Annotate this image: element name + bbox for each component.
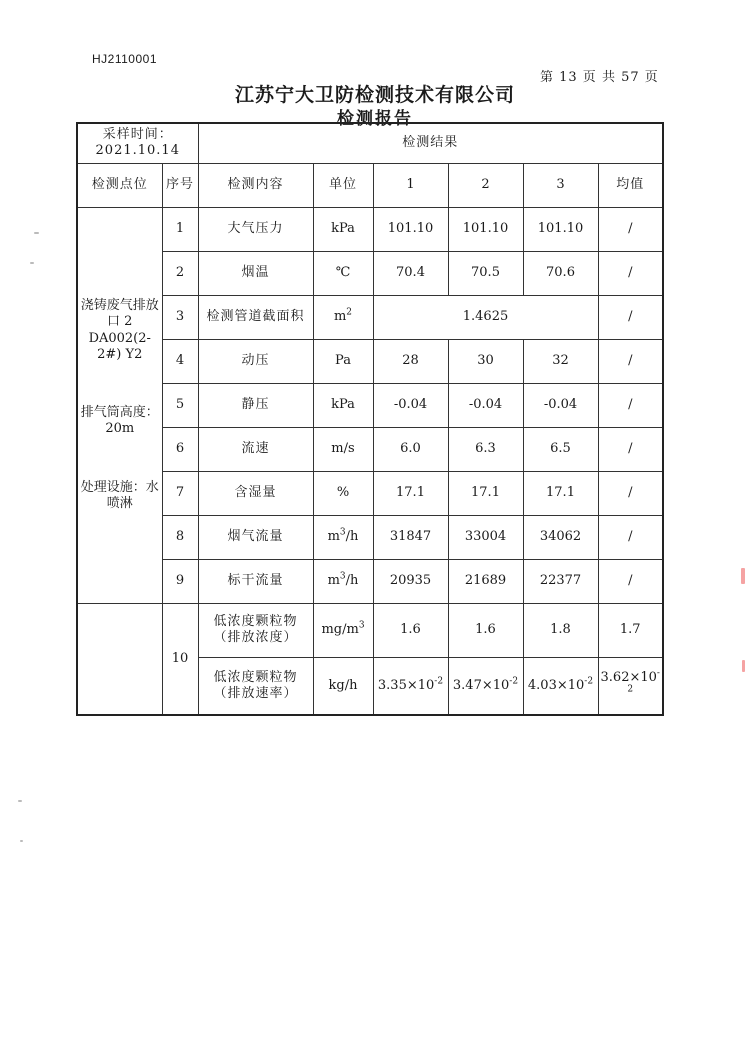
- unit-cell: Pa: [313, 339, 373, 383]
- item-cell: 低浓度颗粒物（排放浓度）: [198, 603, 313, 657]
- value-cell: 70.4: [373, 251, 448, 295]
- avg-cell: /: [598, 383, 663, 427]
- table-row: [77, 383, 663, 427]
- value-cell: 70.6: [523, 251, 598, 295]
- point-info-cell: [77, 207, 162, 603]
- column-header-row: [77, 163, 663, 207]
- header-point: 检测点位: [77, 163, 162, 207]
- edge-stamp-mark: [741, 568, 745, 584]
- value-cell: $4.03\times 10^{-2}$: [523, 657, 598, 715]
- unit-cell: kPa: [313, 207, 373, 251]
- unit-cell: $mg/m^3$: [313, 603, 373, 657]
- company-name: 江苏宁大卫防检测技术有限公司: [234, 84, 515, 106]
- unit-cell: kg/h: [313, 657, 373, 715]
- page-number: 第 13 页 共 57 页: [540, 70, 659, 85]
- unit-cell: ℃: [313, 251, 373, 295]
- value-cell: 31847: [373, 515, 448, 559]
- seq-cell: 7: [162, 471, 198, 515]
- avg-cell: /: [598, 559, 663, 603]
- scan-speck: [18, 800, 22, 802]
- seq-cell: 1: [162, 207, 198, 251]
- value-cell: 101.10: [448, 207, 523, 251]
- value-cell: 21689: [448, 559, 523, 603]
- stack-height-label: 排气筒高度：20m: [80, 405, 159, 437]
- header-run-1: 1: [373, 163, 448, 207]
- header-unit: 单位: [313, 163, 373, 207]
- header-avg: 均值: [598, 163, 663, 207]
- scan-speck: [20, 840, 23, 842]
- avg-cell: /: [598, 471, 663, 515]
- unit-cell: $m^3/h$: [313, 515, 373, 559]
- seq-cell: 9: [162, 559, 198, 603]
- sampling-time-cell: [77, 123, 198, 163]
- sampling-time-value: 2021.10.14: [95, 143, 180, 159]
- avg-cell: /: [598, 427, 663, 471]
- value-cell: 6.3: [448, 427, 523, 471]
- header-run-3: 3: [523, 163, 598, 207]
- avg-cell: 1.7: [598, 603, 663, 657]
- value-cell: 28: [373, 339, 448, 383]
- item-cell: 静压: [198, 383, 313, 427]
- value-cell: 20935: [373, 559, 448, 603]
- table-row: [77, 515, 663, 559]
- value-cell: 6.5: [523, 427, 598, 471]
- table-row: [77, 603, 663, 657]
- value-cell: $3.47\times 10^{-2}$: [448, 657, 523, 715]
- unit-cell: m/s: [313, 427, 373, 471]
- seq-cell: 3: [162, 295, 198, 339]
- unit-cell: $m^2$: [313, 295, 373, 339]
- item-cell: 含湿量: [198, 471, 313, 515]
- item-cell: 烟温: [198, 251, 313, 295]
- value-cell: 22377: [523, 559, 598, 603]
- table-row: [77, 207, 663, 251]
- point-info-empty: [77, 603, 162, 715]
- table-header-row: [77, 123, 663, 163]
- avg-cell: /: [598, 515, 663, 559]
- value-cell: 101.10: [373, 207, 448, 251]
- table-row: [77, 339, 663, 383]
- value-cell: 1.6: [448, 603, 523, 657]
- value-cell: -0.04: [448, 383, 523, 427]
- value-cell: $3.35\times 10^{-2}$: [373, 657, 448, 715]
- sampling-time-label: 采样时间：: [102, 127, 173, 142]
- seq-cell: 2: [162, 251, 198, 295]
- results-label: 检测结果: [198, 123, 663, 163]
- avg-cell: /: [598, 251, 663, 295]
- seq-cell: 6: [162, 427, 198, 471]
- avg-cell: /: [598, 339, 663, 383]
- seq-cell: 10: [162, 603, 198, 715]
- outlet-label: 浇铸废气排放口 2 DA002(2-2#) Y2: [80, 298, 159, 362]
- seq-cell: 5: [162, 383, 198, 427]
- value-cell: 6.0: [373, 427, 448, 471]
- scan-speck: [30, 262, 34, 264]
- unit-cell: kPa: [313, 383, 373, 427]
- seq-cell: 8: [162, 515, 198, 559]
- value-cell: 101.10: [523, 207, 598, 251]
- value-cell: 1.8: [523, 603, 598, 657]
- item-cell: 低浓度颗粒物（排放速率）: [198, 657, 313, 715]
- table-row: [77, 471, 663, 515]
- item-cell: 流速: [198, 427, 313, 471]
- value-cell: -0.04: [373, 383, 448, 427]
- report-title: 检测报告: [337, 109, 413, 129]
- item-cell: 烟气流量: [198, 515, 313, 559]
- value-cell: 17.1: [523, 471, 598, 515]
- item-cell: 检测管道截面积: [198, 295, 313, 339]
- table-row: [77, 295, 663, 339]
- avg-cell: /: [598, 207, 663, 251]
- avg-cell: /: [598, 295, 663, 339]
- seq-cell: 4: [162, 339, 198, 383]
- report-table: [76, 122, 664, 716]
- table-row: [77, 251, 663, 295]
- unit-cell: $m^3/h$: [313, 559, 373, 603]
- value-cell: 32: [523, 339, 598, 383]
- header-seq: 序号: [162, 163, 198, 207]
- value-cell: 33004: [448, 515, 523, 559]
- facility-label: 处理设施：水喷淋: [80, 479, 159, 511]
- value-cell: -0.04: [523, 383, 598, 427]
- item-cell: 大气压力: [198, 207, 313, 251]
- avg-cell: $3.62\times 10^{-2}$: [598, 657, 663, 715]
- header-run-2: 2: [448, 163, 523, 207]
- value-cell: 1.6: [373, 603, 448, 657]
- value-cell: 34062: [523, 515, 598, 559]
- table-row: [77, 559, 663, 603]
- value-cell: 70.5: [448, 251, 523, 295]
- edge-stamp-mark: [742, 660, 745, 672]
- merged-value-cell: 1.4625: [373, 295, 598, 339]
- item-cell: 标干流量: [198, 559, 313, 603]
- value-cell: 17.1: [373, 471, 448, 515]
- header-item: 检测内容: [198, 163, 313, 207]
- table-row: [77, 427, 663, 471]
- scan-speck: [34, 232, 39, 234]
- unit-cell: %: [313, 471, 373, 515]
- value-cell: 30: [448, 339, 523, 383]
- item-cell: 动压: [198, 339, 313, 383]
- document-code: HJ2110001: [92, 52, 157, 66]
- value-cell: 17.1: [448, 471, 523, 515]
